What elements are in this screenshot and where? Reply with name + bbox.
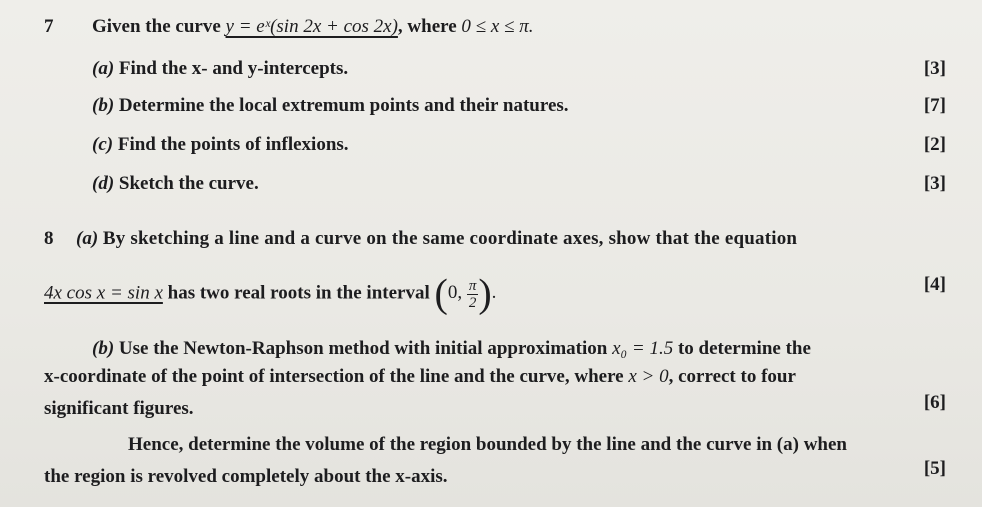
q8-part-b-text2-post: , correct to four	[668, 366, 796, 387]
q8-part-b-marks: [6]	[923, 392, 946, 413]
q7-part-b	[92, 95, 569, 117]
q7-part-a-text: Find the x- and y-intercepts.	[118, 58, 349, 79]
q8-part-b-x0: x₀ = 1.5	[612, 338, 674, 359]
q8-part-c-marks: [5]	[923, 458, 946, 479]
q8-part-c-line1: Hence, determine the volume of the region bounded by the line and the curve in (a) when	[128, 434, 847, 455]
q8-part-a-interval: (0, $\frac{\pi}{2}$ ).	[434, 271, 497, 316]
q7-part-a-marks: [3]	[923, 58, 946, 79]
q8-part-b-text1: Use the Newton-Raphson method with initial approximation	[118, 338, 613, 359]
q8-part-a-label: (a)	[76, 228, 99, 249]
q8-part-a-line2	[44, 271, 497, 316]
q8-part-b-label: (b)	[92, 338, 115, 359]
q8-part-a-line1	[76, 228, 797, 250]
q7-stem-suffix: , where	[397, 16, 462, 37]
q8-part-b-text2: x-coordinate of the point of intersection of the line and the curve, where	[44, 366, 629, 387]
q8-part-b-line1	[92, 338, 811, 360]
q8-part-b-line3: significant figures.	[44, 398, 194, 419]
question-8-number: 8	[44, 228, 54, 249]
q7-part-c	[92, 134, 349, 156]
interval-numerator: π	[468, 277, 477, 294]
q7-part-d-text: Sketch the curve.	[118, 173, 259, 194]
question-7-number: 7	[44, 16, 54, 37]
q8-part-a-text: By sketching a line and a curve on the same coordinate axes, show that the equation	[102, 228, 798, 249]
q7-part-d-marks: [3]	[923, 173, 946, 194]
interval-fraction	[467, 278, 479, 311]
q8-part-a-text2: has two real roots in the interval	[162, 282, 430, 304]
q8-part-b-text1-post: to determine the	[673, 338, 811, 359]
q8-part-c-line2: the region is revolved completely about the x-axis.	[44, 466, 448, 487]
q8-part-a-equation: 4x cos x = sin x	[44, 282, 163, 304]
q7-equation: y = eˣ(sin 2x + cos 2x)	[225, 16, 398, 37]
q8-part-b-line2	[44, 366, 796, 388]
interval-denominator: 2	[468, 294, 477, 311]
q7-part-d-label: (d)	[92, 173, 115, 194]
q7-part-c-label: (c)	[92, 134, 114, 155]
q8-part-a-marks: [4]	[923, 274, 946, 295]
q7-stem-prefix: Given the curve	[92, 16, 226, 37]
interval-left: 0,	[447, 282, 463, 304]
q7-part-a-label: (a)	[92, 58, 115, 79]
q7-part-d	[92, 173, 259, 195]
q7-part-b-marks: [7]	[923, 95, 946, 116]
q7-part-c-marks: [2]	[923, 134, 946, 155]
q7-part-c-text: Find the points of inflexions.	[117, 134, 349, 155]
q8-part-b-condition: x > 0	[628, 366, 669, 387]
q7-part-b-text: Determine the local extremum points and their natures.	[118, 95, 569, 116]
q7-part-b-label: (b)	[92, 95, 115, 116]
q7-domain: 0 ≤ x ≤ π.	[461, 16, 534, 37]
question-7-stem	[92, 16, 533, 38]
q7-part-a	[92, 58, 348, 80]
